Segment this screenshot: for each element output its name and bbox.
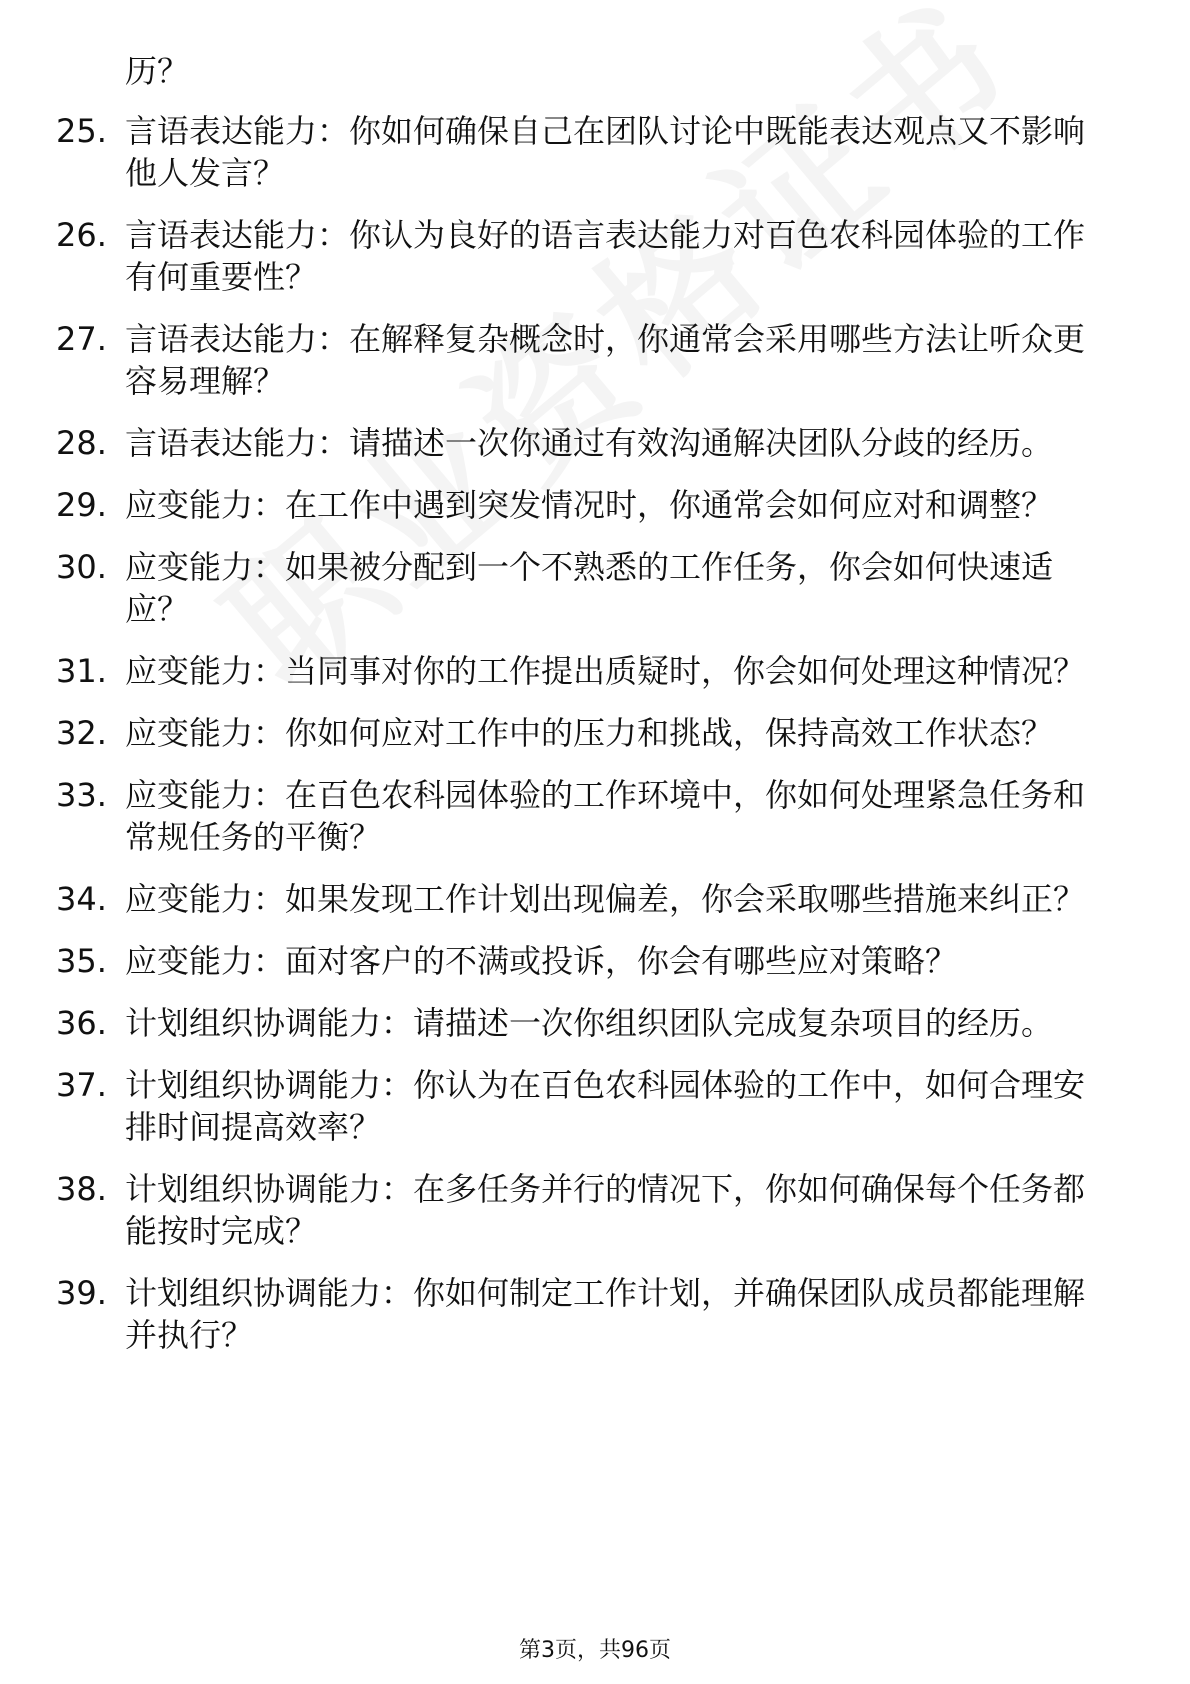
question-text: 计划组织协调能力：在多任务并行的情况下，你如何确保每个任务都能按时完成？ <box>125 1170 1086 1250</box>
question-item <box>0 546 1190 630</box>
question-number: 38. <box>56 1170 107 1208</box>
question-item <box>0 878 1190 920</box>
question-text: 计划组织协调能力：你如何制定工作计划，并确保团队成员都能理解并执行？ <box>125 1274 1086 1354</box>
question-item <box>0 1272 1190 1356</box>
question-text: 言语表达能力：你如何确保自己在团队讨论中既能表达观点又不影响他人发言？ <box>125 112 1086 192</box>
question-number: 28. <box>56 424 107 462</box>
question-item <box>0 712 1190 754</box>
question-number: 25. <box>56 112 107 150</box>
question-text: 言语表达能力：在解释复杂概念时，你通常会采用哪些方法让听众更容易理解？ <box>125 320 1086 400</box>
question-number: 36. <box>56 1004 107 1042</box>
question-item <box>0 110 1190 194</box>
question-text: 应变能力：面对客户的不满或投诉，你会有哪些应对策略？ <box>125 942 958 980</box>
question-item <box>0 940 1190 982</box>
question-number: 31. <box>56 652 107 690</box>
question-item <box>0 774 1190 858</box>
question-item <box>0 1064 1190 1148</box>
question-item <box>0 1002 1190 1044</box>
question-item <box>0 422 1190 464</box>
question-text: 言语表达能力：请描述一次你通过有效沟通解决团队分歧的经历。 <box>125 424 1054 462</box>
question-number: 32. <box>56 714 107 752</box>
question-item <box>0 484 1190 526</box>
question-number: 30. <box>56 548 107 586</box>
question-text: 应变能力：如果被分配到一个不熟悉的工作任务，你会如何快速适应？ <box>125 548 1054 628</box>
page-footer: 第3页，共96页 <box>519 1638 671 1663</box>
question-number: 26. <box>56 216 107 254</box>
question-number: 37. <box>56 1066 107 1104</box>
question-number: 29. <box>56 486 107 524</box>
question-item <box>0 318 1190 402</box>
question-list <box>0 110 1190 1376</box>
question-text: 应变能力：在百色农科园体验的工作环境中，你如何处理紧急任务和常规任务的平衡？ <box>125 776 1086 856</box>
question-number: 33. <box>56 776 107 814</box>
question-text: 应变能力：如果发现工作计划出现偏差，你会采取哪些措施来纠正？ <box>125 880 1086 918</box>
question-number: 34. <box>56 880 107 918</box>
question-text: 应变能力：你如何应对工作中的压力和挑战，保持高效工作状态？ <box>125 714 1054 752</box>
question-text: 计划组织协调能力：你认为在百色农科园体验的工作中，如何合理安排时间提高效率？ <box>125 1066 1086 1146</box>
question-number: 35. <box>56 942 107 980</box>
question-text: 应变能力：当同事对你的工作提出质疑时，你会如何处理这种情况？ <box>125 652 1086 690</box>
question-item <box>0 650 1190 692</box>
question-item <box>0 214 1190 298</box>
question-text: 言语表达能力：你认为良好的语言表达能力对百色农科园体验的工作有何重要性？ <box>125 216 1086 296</box>
question-item <box>0 1168 1190 1252</box>
question-number: 39. <box>56 1274 107 1312</box>
continuation-text: 历？ <box>125 52 190 90</box>
question-number: 27. <box>56 320 107 358</box>
question-text: 应变能力：在工作中遇到突发情况时，你通常会如何应对和调整？ <box>125 486 1054 524</box>
question-text: 计划组织协调能力：请描述一次你组织团队完成复杂项目的经历。 <box>125 1004 1054 1042</box>
